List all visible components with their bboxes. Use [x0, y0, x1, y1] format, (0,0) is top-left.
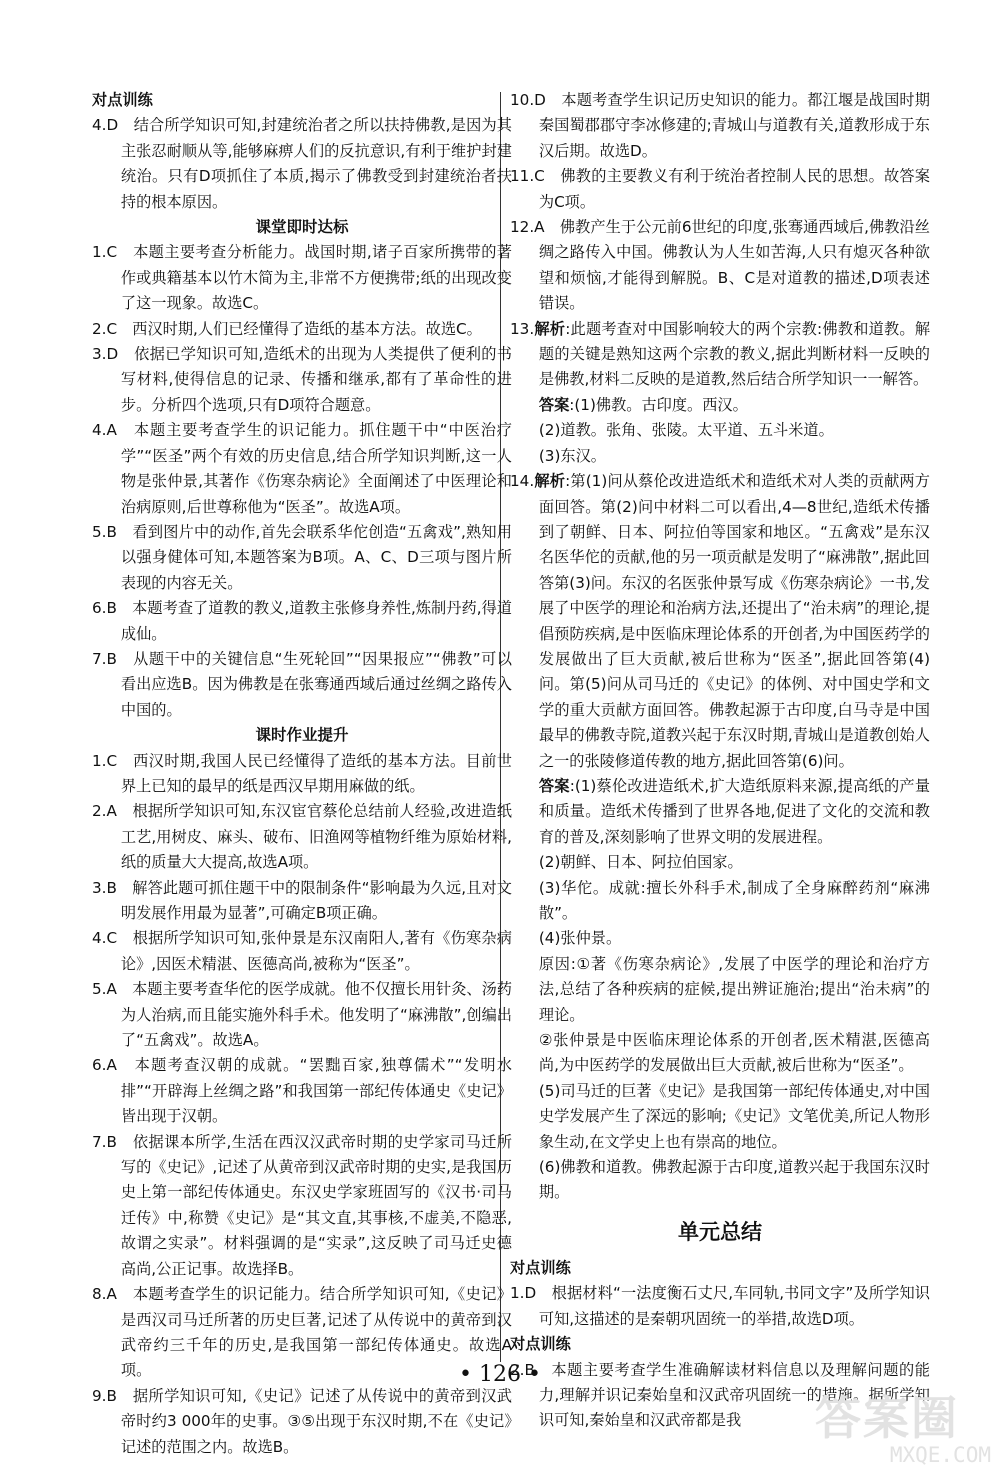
watermark-url: MXQE.COM: [889, 1443, 991, 1467]
answer-item: 3.B 解答此题可抓住题干中的限制条件“影响最为久远,且对文明发展作用最为显著”,可确定B项正确。: [92, 878, 512, 922]
page-number: • 126 •: [459, 1362, 541, 1387]
answer-item: 4.A 本题主要考查学生的识记能力。抓住题干中“中医治疗学”“医圣”两个有效的历史信息,结合所学知识判断,这一人物是张仲景,其著作《伤寒杂病论》全面阐述了中医理论和治病原则,后世尊称他为“医圣”。故选A项。: [92, 421, 512, 516]
answer-item-14: [510, 469, 930, 774]
answer-label: 答案: [538, 395, 570, 414]
answer-item-13: [510, 317, 930, 393]
answer-item: 6.A 本题考查汉朝的成就。“罢黜百家,独尊儒术”“发明水排”“开辟海上丝绸之路”和我国第一部纪传体通史《史记》皆出现于汉朝。: [92, 1056, 512, 1126]
answer-line: ②张仲景是中医临床理论体系的开创者,医术精湛,医德高尚,为中医药学的发展做出巨大贡献,被后世称为“医圣”。: [538, 1031, 930, 1075]
section-heading-practice: 对点训练: [510, 1258, 571, 1277]
question-number: 13.: [510, 319, 535, 338]
answer-line: (5)司马迁的巨著《史记》是我国第一部纪传体通史,对中国史学发展产生了深远的影响;《史记》文笔优美,所记人物形象生动,在文学史上也有崇高的地位。: [538, 1081, 930, 1151]
watermark-logo: [815, 1392, 991, 1468]
answer-line: 原因:①著《伤寒杂病论》,发展了中医学的理论和治疗方法,总结了各种疾病的症候,提出辨证施治;提出“治未病”的理论。: [538, 954, 930, 1024]
answer-line: (2)朝鲜、日本、阿拉伯国家。: [538, 853, 743, 872]
section-heading-practice: 对点训练: [92, 91, 153, 109]
section-heading-classroom: 课堂即时达标: [255, 218, 349, 237]
right-column: [510, 88, 930, 1434]
answer-item: 9.B 据所学知识可知,《史记》记述了从传说中的黄帝到汉武帝时约3 000年的史事。③⑤出现于东汉时期,不在《史记》记述的范围之内。故选B。: [92, 1386, 512, 1456]
watermark-text: 答案圈: [815, 1391, 959, 1445]
answer-line: 答案:(1)佛教。古印度。西汉。: [538, 395, 748, 414]
section-heading-practice: 对点训练: [510, 1335, 571, 1354]
answer-item: 1.C 西汉时期,我国人民已经懂得了造纸的基本方法。目前世界上已知的最早的纸是西汉早期用麻做的纸。: [92, 751, 512, 795]
question-number: 14.: [510, 472, 535, 491]
answer-item: 1.C 本题主要考查分析能力。战国时期,诸子百家所携带的著作或典籍基本以竹木简为主,非常不方便携带;纸的出现改变了这一现象。故选C。: [92, 243, 512, 313]
answer-item: 5.A 本题主要考查华佗的医学成就。他不仅擅长用针灸、汤药为人治病,而且能实施外科手术。他发明了“麻沸散”,创编出了“五禽戏”。故选A。: [92, 980, 512, 1050]
analysis-label: 解析: [534, 472, 566, 491]
answer-line: (6)佛教和道教。佛教起源于古印度,道教兴起于我国东汉时期。: [538, 1158, 930, 1202]
answer-item: 6.B 本题考查了道教的教义,道教主张修身养性,炼制丹药,得道成仙。: [92, 599, 512, 643]
answer-item: 2.B 本题主要考查学生准确解读材料信息以及理解问题的能力,理解并识记秦始皇和汉武帝巩固统一的措施。据所学知识可知,秦始皇和汉武帝都是我: [510, 1360, 930, 1430]
section-heading-homework: 课时作业提升: [255, 726, 349, 745]
answer-item: 11.C 佛教的主要教义有利于统治者控制人民的思想。故答案为C项。: [510, 167, 930, 211]
answer-item: 4.C 根据所学知识可知,张仲景是东汉南阳人,著有《伤寒杂病论》,因医术精湛、医德高尚,被称为“医圣”。: [92, 929, 512, 973]
left-column: [92, 88, 512, 1460]
answer-item: 2.A 根据所学知识可知,东汉宦官蔡伦总结前人经验,改进造纸工艺,用树皮、麻头、破布、旧渔网等植物纤维为原始材料,纸的质量大大提高,故选A项。: [92, 802, 512, 872]
unit-summary-title: 单元总结: [678, 1219, 762, 1244]
answer-line: (3)华佗。成就:擅长外科手术,制成了全身麻醉药剂“麻沸散”。: [538, 878, 930, 922]
analysis-text: :第(1)问从蔡伦改进造纸术和造纸术对人类的贡献两方面回答。第(2)问中材料二可以看出,4—8世纪,造纸术传播到了朝鲜、日本、阿拉伯等国家和地区。“五禽戏”是东汉名医华佗的贡献,他的另一项贡献是发明了“麻沸散”,据此回答第(3)问。东汉的名医张仲景写成《伤寒杂病论》一书,发展了中医学的理论和治病方法,还提出了“治未病”的理论,提倡预防疾病,是中医临床理论体系的开创者,为中国医药学的发展做出了巨大贡献,被后世称为“医圣”,据此回答第(4)问。第(5)问从司马迁的《史记》的体例、对中国史学和文学的重大贡献方面回答。佛教起源于古印度,白马寺是中国最早的佛教寺院,道教兴起于东汉时期,青城山是道教创始人之一的张陵修道传教的地方,据此回答第(6)问。: [538, 472, 930, 770]
answer-line: (3)东汉。: [538, 446, 606, 465]
answer-item: 1.D 根据材料“一法度衡石丈尺,车同轨,书同文字”及所学知识可知,这描述的是秦朝巩固统一的举措,故选D项。: [510, 1284, 930, 1328]
answer-item: 7.B 依据课本所学,生活在西汉汉武帝时期的史学家司马迁所写的《史记》,记述了从黄帝到汉武帝时期的史实,是我国历史上第一部纪传体通史。东汉史学家班固写的《汉书·司马迁传》中,称赞《史记》是“其文直,其事核,不虚美,不隐恶,故谓之实录”。材料强调的是“实录”,这反映了司马迁史德高尚,公正记事。故选择B。: [92, 1132, 512, 1278]
answer-item: 2.C 西汉时期,人们已经懂得了造纸的基本方法。故选C。: [92, 319, 482, 338]
answer-item: 8.A 本题考查学生的识记能力。结合所学知识可知,《史记》是西汉司马迁所著的历史巨著,记述了从传说中的黄帝到汉武帝约三千年的历史,是我国第一部纪传体通史。故选A项。: [92, 1285, 512, 1380]
answer-line: 答案:(1)蔡伦改进造纸术,扩大造纸原料来源,提高纸的产量和质量。造纸术传播到了世界各地,促进了文化的交流和教育的普及,深刻影响了世界文明的发展进程。: [538, 776, 931, 846]
answer-item: 4.D 结合所学知识可知,封建统治者之所以扶持佛教,是因为其主张忍耐顺从等,能够麻痹人们的反抗意识,有利于维护封建统治。只有D项抓住了本质,揭示了佛教受到封建统治者扶持的根本原因。: [92, 116, 512, 211]
answer-item: 10.D 本题考查学生识记历史知识的能力。都江堰是战国时期秦国蜀郡郡守李冰修建的;青城山与道教有关,道教形成于东汉后期。故选D。: [510, 91, 930, 160]
answer-item: 12.A 佛教产生于公元前6世纪的印度,张骞通西域后,佛教沿丝绸之路传入中国。佛教认为人生如苦海,人只有熄灭各种欲望和烦恼,才能得到解脱。B、C是对道教的描述,D项表述错误。: [510, 218, 930, 313]
answer-item: 5.B 看到图片中的动作,首先会联系华佗创造“五禽戏”,熟知用以强身健体可知,本题答案为B项。A、C、D三项与图片所表现的内容无关。: [92, 522, 512, 592]
analysis-label: 解析: [534, 319, 566, 338]
answer-line: (2)道教。张角、张陵。太平道、五斗米道。: [538, 421, 834, 440]
answer-item: 3.D 依据已学知识可知,造纸术的出现为人类提供了便利的书写材料,使得信息的记录、传播和继承,都有了革命性的进步。分析四个选项,只有D项符合题意。: [92, 345, 512, 414]
answer-item: 7.B 从题干中的关键信息“生死轮回”“因果报应”“佛教”可以看出应选B。因为佛教是在张骞通西域后通过丝绸之路传入中国的。: [92, 649, 512, 719]
answer-label: 答案: [538, 776, 570, 795]
analysis-text: :此题考查对中国影响较大的两个宗教:佛教和道教。解题的关键是熟知这两个宗教的教义,据此判断材料一反映的是佛教,材料二反映的是道教,然后结合所学知识一一解答。: [538, 319, 931, 389]
answer-line: (4)张仲景。: [538, 929, 622, 948]
